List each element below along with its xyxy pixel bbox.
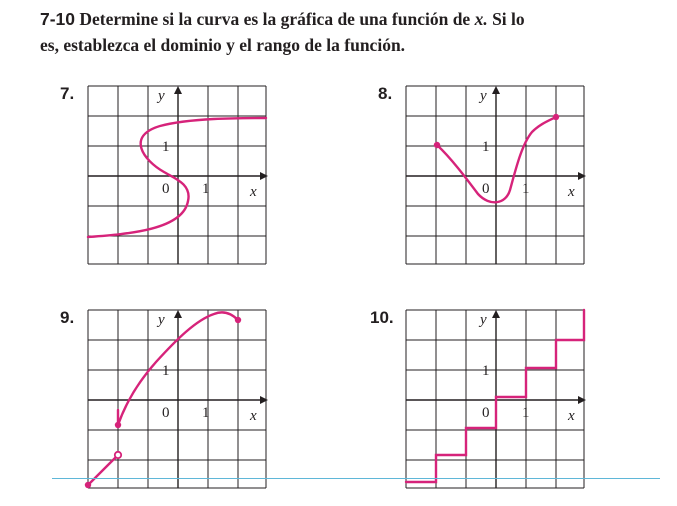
instruction-line-1-end: Si lo	[487, 9, 525, 29]
x-tick-1-7: 1	[202, 181, 210, 197]
origin-label-9: 0	[162, 405, 170, 421]
x-axis-arrow-7	[260, 172, 268, 180]
instruction-variable: x.	[474, 9, 488, 29]
graph-8	[406, 86, 584, 264]
y-axis-label-10: y	[480, 312, 487, 328]
origin-label-10: 0	[482, 405, 490, 421]
y-tick-1-9: 1	[162, 363, 170, 379]
endpoint-right-9	[235, 317, 241, 323]
panel-7-label: 7.	[60, 84, 75, 103]
grid-9	[88, 310, 266, 488]
y-tick-1-8: 1	[482, 139, 490, 155]
endpoint-left-9	[85, 482, 91, 488]
grid-8	[406, 86, 584, 264]
endpoint-left-8	[434, 142, 440, 148]
graph-9	[88, 310, 266, 488]
open-point-9	[115, 452, 121, 458]
problem-header	[40, 6, 670, 58]
x-tick-1-10: 1	[522, 405, 530, 421]
graph-10	[406, 310, 584, 488]
y-tick-1-7: 1	[162, 139, 170, 155]
graph-7	[88, 86, 266, 264]
panel-8-label: 8.	[378, 84, 393, 103]
y-axis-label-8: y	[480, 88, 487, 104]
x-axis-label-10: x	[568, 408, 575, 424]
instruction-line-1: Determine si la curva es la gráfica de una función de	[79, 9, 475, 29]
origin-label-7: 0	[162, 181, 170, 197]
x-axis-label-8: x	[568, 184, 575, 200]
y-axis-label-7: y	[158, 88, 165, 104]
x-axis-arrow-9	[260, 396, 268, 404]
panel-9-label: 9.	[60, 308, 75, 327]
step-curve-10	[406, 310, 584, 482]
endpoint-right-8	[553, 114, 559, 120]
y-axis-arrow-10	[492, 310, 500, 318]
x-axis-label-7: x	[250, 184, 257, 200]
y-tick-1-10: 1	[482, 363, 490, 379]
y-axis-arrow-9	[174, 310, 182, 318]
y-axis-arrow-8	[492, 86, 500, 94]
curve-7	[88, 118, 266, 237]
y-axis-arrow-7	[174, 86, 182, 94]
x-axis-arrow-10	[578, 396, 586, 404]
filled-point-9	[115, 422, 121, 428]
panel-10-label: 10.	[370, 308, 394, 327]
y-axis-label-9: y	[158, 312, 165, 328]
x-axis-label-9: x	[250, 408, 257, 424]
x-tick-1-8: 1	[522, 181, 530, 197]
instruction-line-2: es, establezca el dominio y el rango de la función.	[40, 35, 406, 55]
bottom-divider	[52, 478, 660, 479]
problem-range: 7-10	[40, 9, 76, 29]
grid-7	[88, 86, 266, 264]
origin-label-8: 0	[482, 181, 490, 197]
x-tick-1-9: 1	[202, 405, 210, 421]
x-axis-arrow-8	[578, 172, 586, 180]
